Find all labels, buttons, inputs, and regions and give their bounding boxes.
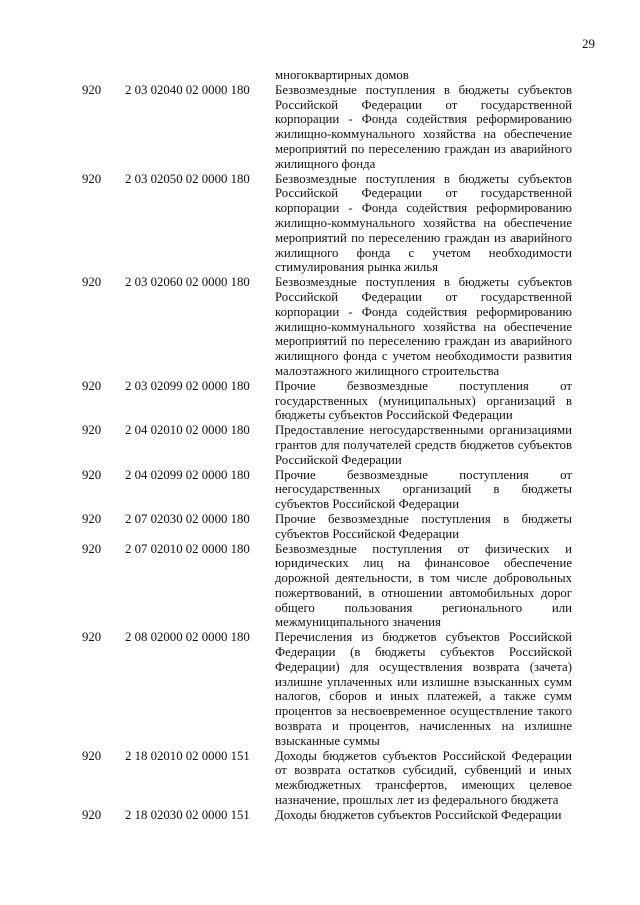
admin-code: 920 bbox=[82, 630, 102, 645]
budget-code: 2 18 02010 02 0000 151 bbox=[125, 748, 250, 763]
budget-code: 2 08 02000 02 0000 180 bbox=[125, 630, 250, 645]
admin-code: 920 bbox=[82, 378, 102, 393]
income-description: Доходы бюджетов субъектов Российской Федерации от возврата остатков субсидий, субвенций и иных межбюджетных трансфертов, имеющих целевое назначение, прошлых лет из федерального бюджета bbox=[275, 748, 572, 808]
continuation-row bbox=[60, 68, 590, 83]
table-row bbox=[60, 808, 590, 823]
income-description: Прочие безвозмездные поступления в бюджеты субъектов Российской Федерации bbox=[275, 511, 572, 541]
revenue-codes-table bbox=[60, 68, 590, 823]
page-number: 29 bbox=[582, 36, 595, 51]
admin-code: 920 bbox=[82, 171, 102, 186]
income-description: Прочие безвозмездные поступления от негосударственных организаций в бюджеты субъектов Российской Федерации bbox=[275, 467, 572, 512]
admin-code: 920 bbox=[82, 511, 102, 526]
income-description: Предоставление негосударственными организациями грантов для получателей средств бюджетов субъектов Российской Федерации bbox=[275, 423, 572, 467]
table-body bbox=[60, 83, 590, 823]
table-row bbox=[60, 542, 590, 631]
budget-code: 2 07 02010 02 0000 180 bbox=[125, 541, 250, 556]
table-row bbox=[60, 275, 590, 379]
table-row bbox=[60, 512, 590, 542]
income-description: Безвозмездные поступления в бюджеты субъектов Российской Федерации от государственной корпорации - Фонда содействия реформированию жилищно-коммунального хозяйства на обеспечение мероприятий по переселению граждан из аварийного жилищного фонда с учетом необходимости развития малоэтажного жилищного строительства bbox=[275, 275, 572, 378]
budget-code: 2 03 02050 02 0000 180 bbox=[125, 171, 250, 186]
table-row bbox=[60, 172, 590, 276]
income-description: Безвозмездные поступления от физических и юридических лиц на финансовое обеспечение дорожной деятельности, в том числе добровольных пожертвований, в отношении автомобильных дорог общего пользования регионального или межмуниципального значения bbox=[275, 541, 572, 630]
admin-code: 920 bbox=[82, 807, 102, 822]
budget-code: 2 03 02060 02 0000 180 bbox=[125, 275, 250, 290]
admin-code: 920 bbox=[82, 82, 102, 97]
income-description: Доходы бюджетов субъектов Российской Федерации bbox=[275, 807, 562, 822]
budget-code: 2 03 02040 02 0000 180 bbox=[125, 82, 250, 97]
admin-code: 920 bbox=[82, 748, 102, 763]
admin-code: 920 bbox=[82, 423, 102, 438]
table-row bbox=[60, 83, 590, 172]
continuation-text: многоквартирных домов bbox=[275, 68, 409, 82]
admin-code: 920 bbox=[82, 467, 102, 482]
admin-code: 920 bbox=[82, 275, 102, 290]
table-row bbox=[60, 468, 590, 512]
table-row bbox=[60, 423, 590, 467]
budget-code: 2 04 02010 02 0000 180 bbox=[125, 423, 250, 438]
income-description: Безвозмездные поступления в бюджеты субъектов Российской Федерации от государственной корпорации - Фонда содействия реформированию жилищно-коммунального хозяйства на обеспечение мероприятий по переселению граждан из аварийного жилищного фонда с учетом необходимости стимулирования рынка жилья bbox=[275, 171, 572, 275]
budget-code: 2 18 02030 02 0000 151 bbox=[125, 807, 250, 822]
admin-code: 920 bbox=[82, 541, 102, 556]
budget-code: 2 04 02099 02 0000 180 bbox=[125, 467, 250, 482]
income-description: Перечисления из бюджетов субъектов Российской Федерации (в бюджеты субъектов Российской Федерации) для осуществления возврата (зачета) излишне уплаченных или излишне взысканных сумм налогов, сборов и иных платежей, а также сумм процентов за несвоевременное осуществление такого возврата и процентов, начисленных на излишне взысканные суммы bbox=[275, 630, 572, 748]
income-description: Безвозмездные поступления в бюджеты субъектов Российской Федерации от государственной корпорации - Фонда содействия реформированию жилищно-коммунального хозяйства на обеспечение мероприятий по переселению граждан из аварийного жилищного фонда bbox=[275, 82, 572, 171]
table-row bbox=[60, 379, 590, 423]
budget-code: 2 03 02099 02 0000 180 bbox=[125, 378, 250, 393]
budget-code: 2 07 02030 02 0000 180 bbox=[125, 511, 250, 526]
table-row bbox=[60, 749, 590, 808]
income-description: Прочие безвозмездные поступления от государственных (муниципальных) организаций в бюджеты субъектов Российской Федерации bbox=[275, 378, 572, 423]
table-row bbox=[60, 630, 590, 748]
